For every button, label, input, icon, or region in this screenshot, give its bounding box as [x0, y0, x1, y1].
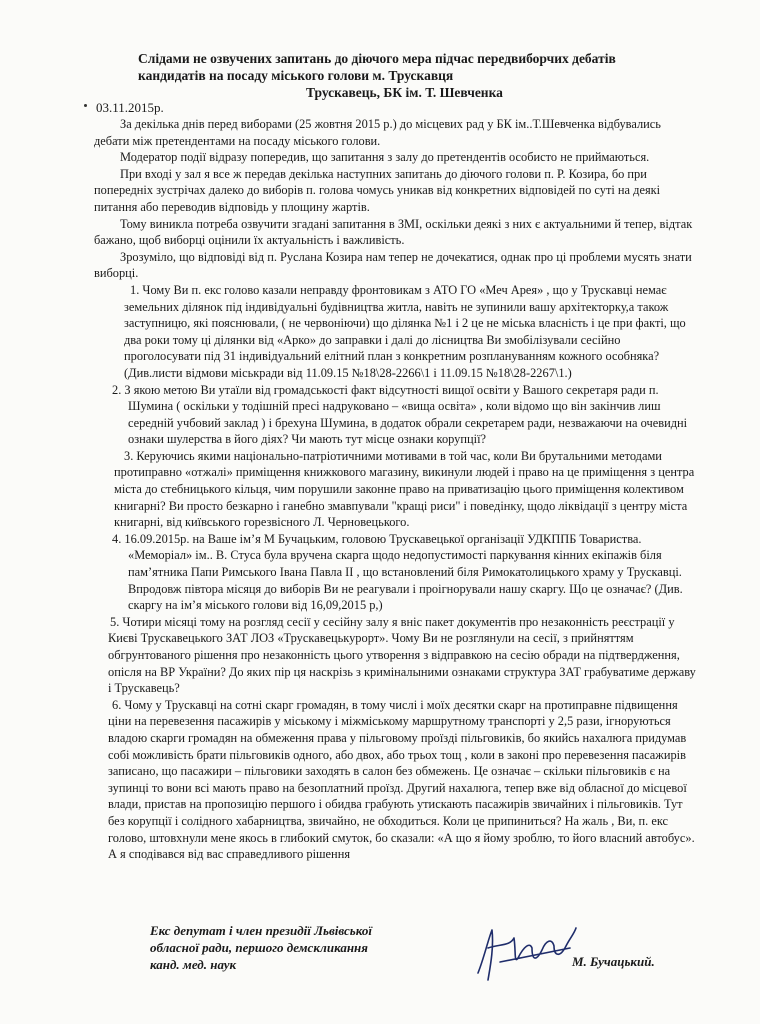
ink-dot	[84, 104, 87, 107]
document-title	[138, 50, 698, 101]
paragraph: За декілька днів перед виборами (25 жовтня 2015 р.) до місцевих рад у БК ім..Т.Шевченка відбувались дебати між претендентами на посаду міського голови.	[94, 117, 661, 148]
question-item: 3. Керуючись якими національно-патріотичними мотивами в той час, коли Ви брутальними методами протиправно «отжалі» приміщення книжкового магазину, викинули людей і право на це приміщення з центра міста до стебницького кільця, чим порушили законне право на приватизацію цього приміщення колективом книгарні? Ви просто безкарно і ганебно змавпували "кращі риси" і поведінку, щодо ліквідації з центру міста книгарні, від київського горезвісного Л. Черновецького.	[114, 448, 695, 530]
paragraph: Тому виникла потреба озвучити згадані запитання в ЗМІ, оскільки деякі з них є актуальними й тепер, відтак бажано, щоб виборці оцінили їх актуальність і важливість.	[94, 216, 693, 248]
question-item: 6. Чому у Трускавці на сотні скарг громадян, в тому числі і моїх десятки скарг на протиправне підвищення ціни на перевезення пасажирів у міському і міжміському маршрутному транспорті у 2,5 рази, ігноруються владою скарги громадян на обмеження права у пільговому проїзді пільговиків, бо якийсь нахалюга придумав собі можливість брати пільговиків одного, або двох, або трьох тощ , коли в законі про перевезення пасажирів записано, що пасажири – пільговики заходять в салон без обмежень. Це означає – скільки пільговиків є на зупинці то вони всі мають право на безоплатний проїзд. Другий нахалюга, тепер вже від обласної до місцевої влади, пристав на пропозицію першого і обидва грабують утискають пасажирів звичайних і пільговиків. Тут без корупції і солідного хабарництва, звичайно, не обходиться. Коли це припиниться? На жаль , Ви, п. екс голово, штовхнули мене якось в глибокий смуток, бо сказали: «А що я йому зроблю, то його власний автобус». А я сподівався від вас справедливого рішення	[108, 697, 695, 862]
question-item: 5. Чотири місяці тому на розгляд сесії у сесійну залу я вніс пакет документів про незаконність реєстрації у Києві Трускавецького ЗАТ ЛОЗ «Трускавецькурорт». Чому Ви не розглянули на сесії, з прийняттям обгрунтованого рішення про незаконність цього утворення з відправкою на сесію обради на підтвердження, опісля на ВР України? До яких пір ця наскрізь з криміналыними ознаками структура ЗАТ грабуватиме державу і Трускавець?	[108, 614, 696, 696]
credentials-line: обласної ради, першого демскликання	[150, 940, 368, 955]
document-date: 03.11.2015р.	[96, 100, 164, 115]
author-name: М. Бучацький.	[572, 954, 655, 969]
credentials-line: канд. мед. наук	[150, 957, 237, 972]
title-line-2: кандидатів на посаду міського голови м. Трускавця	[138, 68, 454, 83]
credentials-line: Екс депутат і член президії Львівської	[150, 923, 372, 938]
question-item: 4. 16.09.2015р. на Ваше ім’я М Бучацьким, головою Трускавецької організації УДКППБ Товариства. «Меморіал» ім.. В. Стуса була вручена скарга щодо недопустимості паркування кінних екіпажів біля пам’ятника Папи Римського Івана Павла ІІ , що встановлений біля Римокатолицького храму у Трускавці. Впродовж півтора місяця до виборів Ви не реагували і проігнорували нашу скаргу. Що це означає? (Див. скаргу на ім’я міського голови від 16,09,2015 р,)	[112, 531, 683, 613]
title-line-3: Трускавець, БК ім. Т. Шевченка	[306, 85, 503, 100]
question-item: 2. З якою метою Ви утаїли від громадськості факт відсутності вищої освіти у Вашого секретаря ради п. Шумина ( оскільки у тодішній пресі надруковано – «вища освіта» , коли відомо що він закінчив лиш середній учбовий заклад ) і брехуна Шумина, в додаток обрали секретарем ради, незважаючи на очевидні ознаки шулерства в його діях? Чи мають тут місце ознаки корупції?	[112, 382, 688, 447]
title-line-1: Слідами не озвучених запитань до діючого мера підчас передвиборчих дебатів	[138, 51, 616, 66]
paragraph: При вході у зал я все ж передав декілька наступних запитань до діючого голови п. Р. Козира, бо при попередніх зустрічах далеко до виборів п. голова чомусь уникав від конкретних відповідей по суті на деякі питання або переводив відповідь у площину жартів.	[94, 166, 661, 214]
handwritten-signature	[470, 918, 580, 988]
question-item: 1. Чому Ви п. екс голово казали неправду фронтовикам з АТО ГО «Меч Арея» , що у Трускавці немає земельних ділянок під індивідуальні будівництва житла, навіть не зупинили вашу архітекторку,а також заступницю, які пояснювали, ( не червоніючи) що ділянка №1 і 2 це не міська власність і це при факті, що два роки тому ці ділянки від «Арко» до заправки і далі до лісництва Ви змобілізували сесійно проголосувати під 31 індивідуальний елітний план з конкретним розплануванням кожного особняка? (Див.листи відмови міськради від 11.09.15 №18\28-2266\1 і 11.09.15 №18\28-2267\1.)	[124, 282, 686, 380]
document-body	[94, 116, 698, 863]
paragraph: Зрозуміло, що відповіді від п. Руслана Козира нам тепер не дочекатися, однак про ці проблеми мусять знати виборці.	[94, 249, 692, 281]
paragraph: Модератор події відразу попередив, що запитання з залу до претендентів особисто не приймаються.	[120, 150, 650, 165]
author-credentials	[150, 922, 450, 973]
